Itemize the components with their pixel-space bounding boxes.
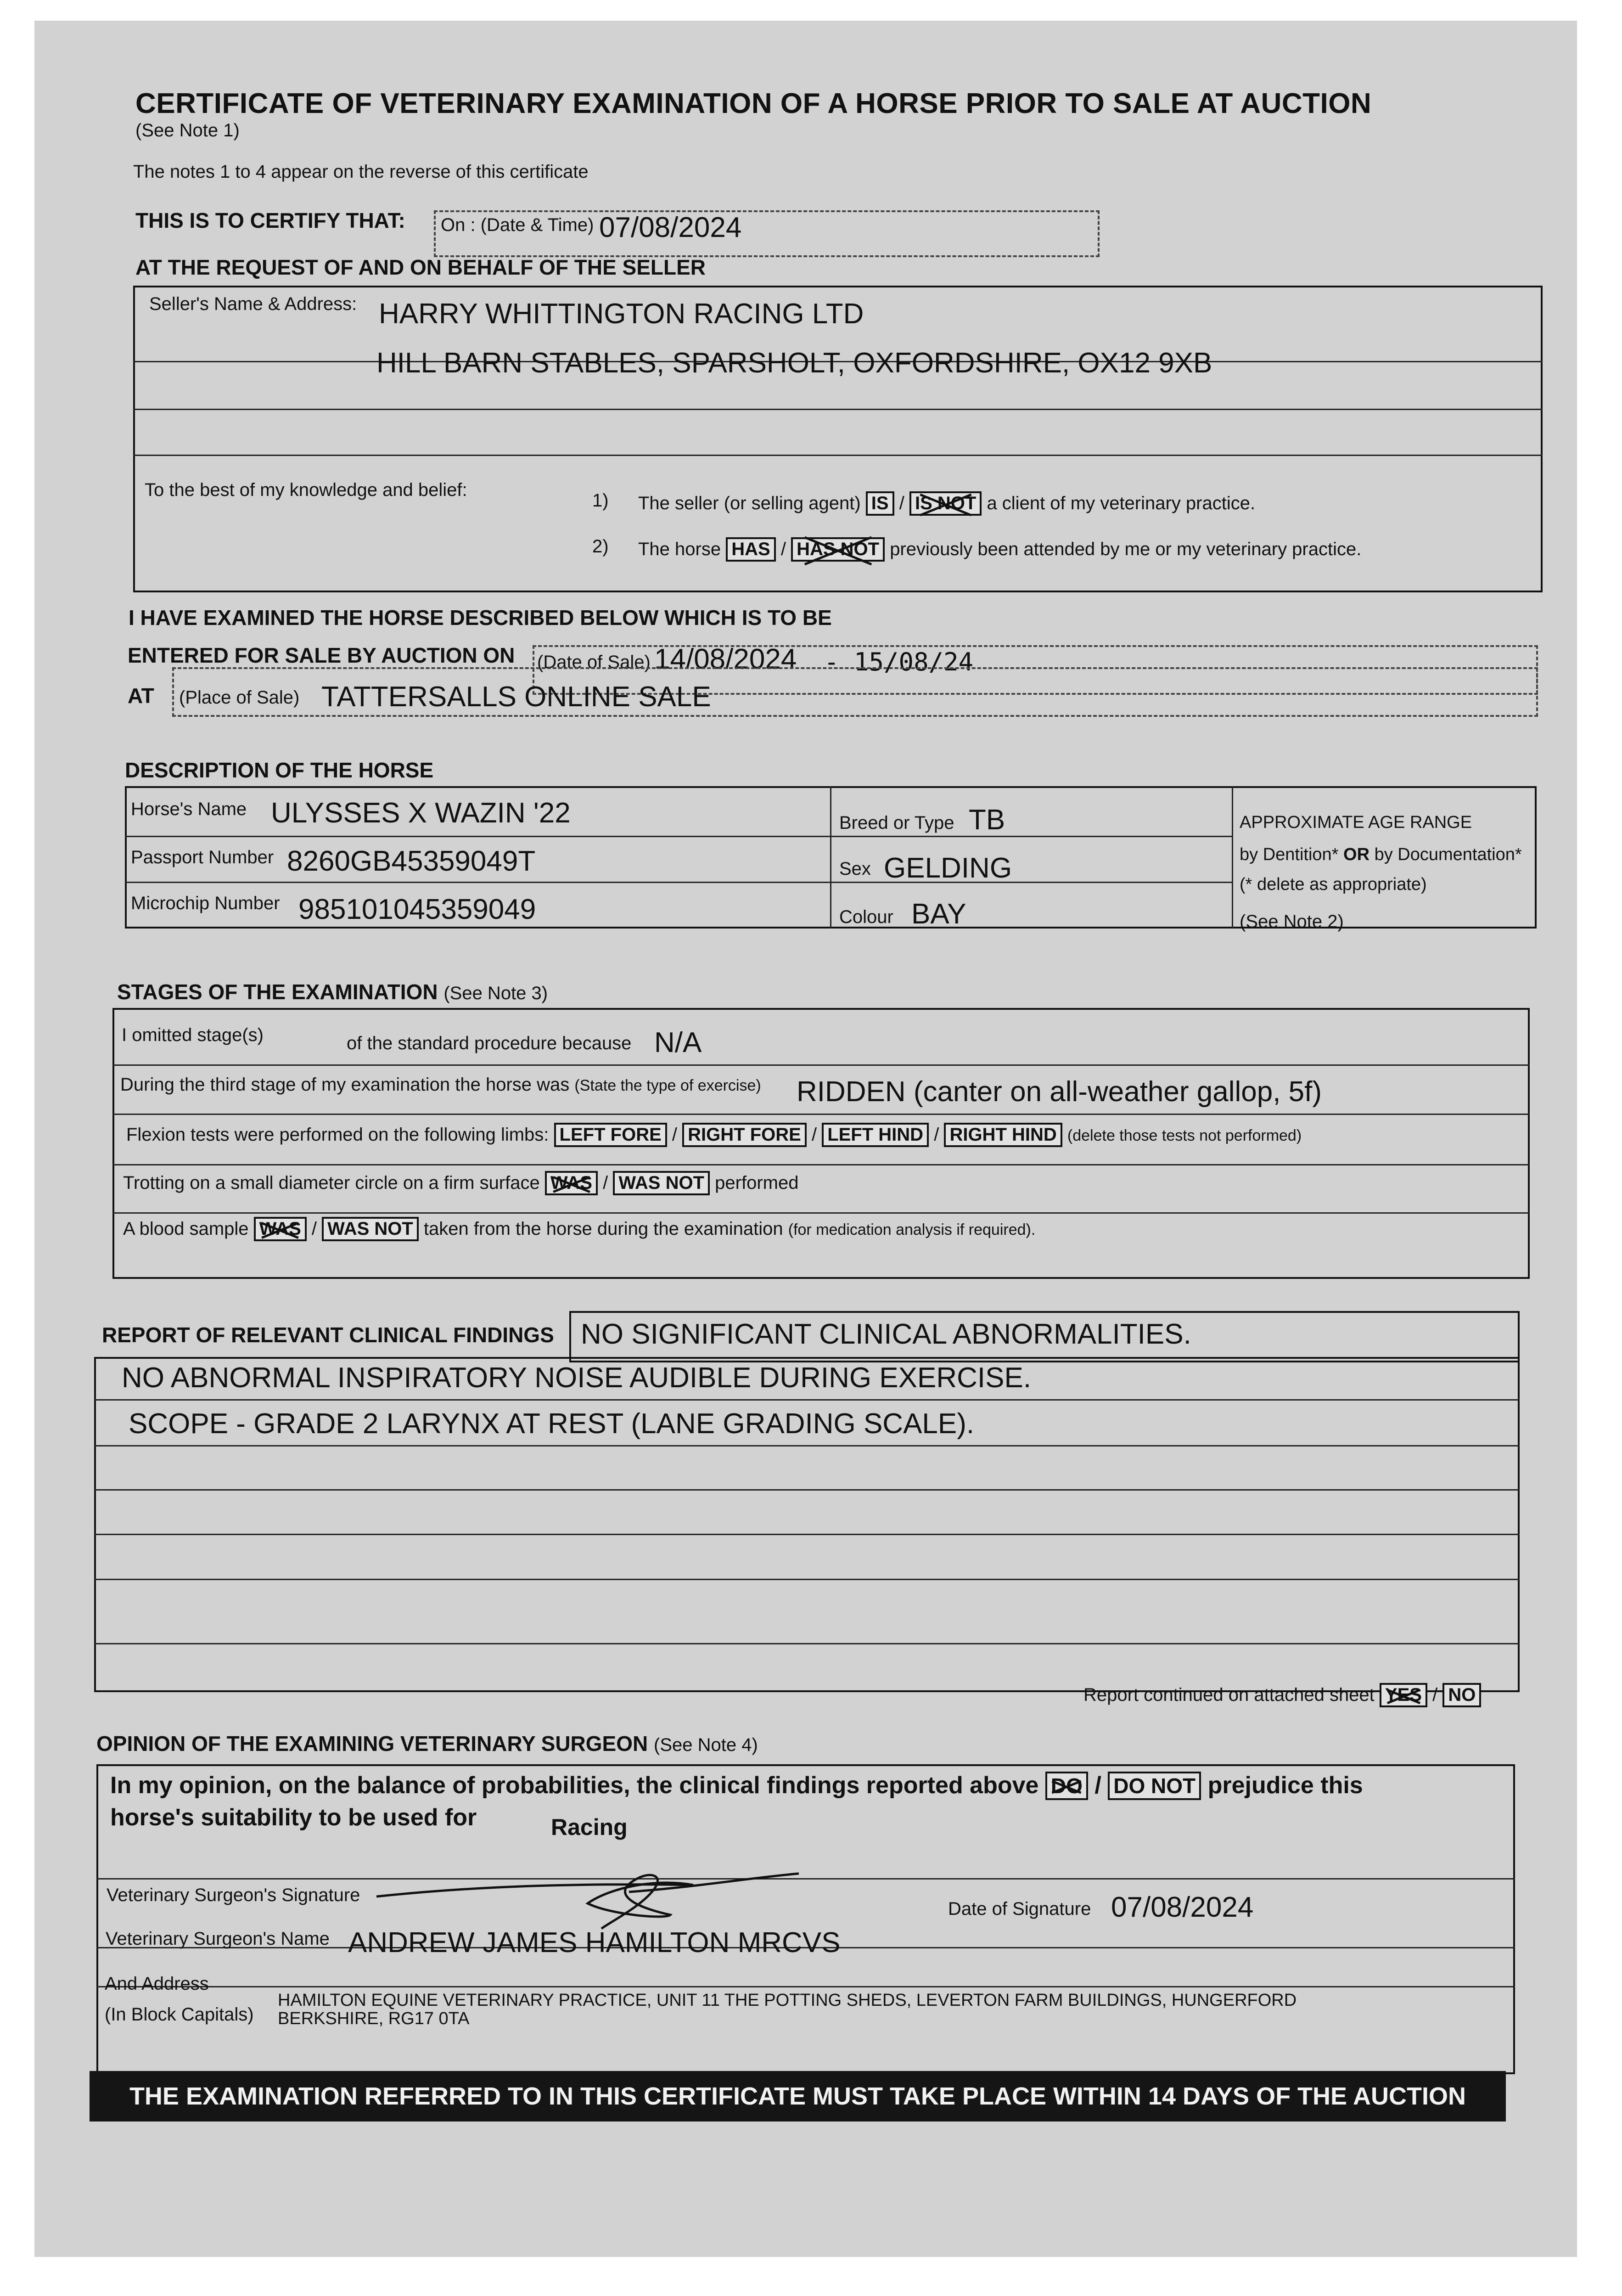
date-of-sale-label: (Date of Sale) <box>537 652 651 672</box>
blood-post: taken from the horse during the examination <box>423 1219 783 1239</box>
divider <box>94 1534 1520 1535</box>
description-section: DESCRIPTION OF THE HORSE <box>125 758 434 782</box>
flexion-right-hind[interactable]: RIGHT HIND <box>944 1123 1062 1147</box>
divider <box>133 455 1543 456</box>
colour-label: Colour <box>839 907 893 927</box>
item2-post: previously been attended by me or my veterinary practice. <box>890 539 1362 559</box>
flexion-left-hind[interactable]: LEFT HIND <box>822 1123 929 1147</box>
breed-label: Breed or Type <box>839 813 954 833</box>
seller-address: HILL BARN STABLES, SPARSHOLT, OXFORDSHIRE, OX12 9XB <box>376 347 1212 379</box>
examined-line: I HAVE EXAMINED THE HORSE DESCRIBED BELOW WHICH IS TO BE <box>129 606 832 630</box>
signature-date-label: Date of Signature <box>948 1899 1091 1919</box>
opinion-do-option[interactable]: DO <box>1045 1772 1088 1800</box>
slash: / <box>1432 1685 1438 1705</box>
vet-address-line-1: HAMILTON EQUINE VETERINARY PRACTICE, UNIT 11 THE POTTING SHEDS, LEVERTON FARM BUILDINGS, HUNGERFORD <box>278 1991 1297 2010</box>
sex-value: GELDING <box>884 852 1012 884</box>
microchip-value: 985101045359049 <box>298 894 536 925</box>
flexion-row <box>126 1123 1302 1147</box>
divider <box>94 1445 1520 1446</box>
horse-has-not-option[interactable]: HAS NOT <box>791 537 885 562</box>
slash: / <box>780 539 786 559</box>
seller-is-not-option[interactable]: IS NOT <box>909 491 982 516</box>
slash: / <box>934 1125 939 1145</box>
third-stage-row <box>120 1075 761 1095</box>
opinion-section-title: OPINION OF THE EXAMINING VETERINARY SURGEON <box>96 1732 648 1756</box>
divider <box>112 1114 1530 1115</box>
age-dentition-option[interactable]: by Dentition* <box>1240 845 1339 864</box>
sex-label: Sex <box>839 859 871 879</box>
passport-label: Passport Number <box>131 847 274 867</box>
at-label: AT <box>128 684 154 708</box>
divider <box>112 1064 1530 1066</box>
date-of-sale-extra: - 15/08/24 <box>824 647 974 676</box>
signature-date-value: 07/08/2024 <box>1111 1891 1254 1923</box>
age-delete-note: (* delete as appropriate) <box>1240 875 1427 894</box>
report-continued-label: Report continued on attached sheet <box>1083 1685 1375 1705</box>
opinion-do-not-option[interactable]: DO NOT <box>1108 1772 1201 1800</box>
divider <box>125 836 1232 837</box>
passport-value: 8260GB45359049T <box>287 845 536 877</box>
report-line-1: NO SIGNIFICANT CLINICAL ABNORMALITIES. <box>581 1318 1191 1350</box>
omitted-value: N/A <box>654 1027 702 1058</box>
flexion-label: Flexion tests were performed on the following limbs: <box>126 1125 549 1145</box>
horse-name-label: Horse's Name <box>131 799 247 819</box>
divider <box>112 1212 1530 1214</box>
trot-row <box>123 1171 798 1195</box>
opinion-text-1: In my opinion, on the balance of probabilities, the clinical findings reported above <box>110 1772 1039 1799</box>
blood-label: A blood sample <box>123 1219 249 1239</box>
divider <box>94 1643 1520 1644</box>
stages-section-title: STAGES OF THE EXAMINATION <box>117 980 438 1004</box>
third-stage-value: RIDDEN (canter on all-weather gallop, 5f) <box>797 1076 1322 1108</box>
omitted-label: I omitted stage(s) <box>122 1025 264 1045</box>
intended-use-value: Racing <box>551 1814 628 1840</box>
divider <box>125 882 1232 883</box>
divider <box>94 1399 1520 1401</box>
opinion-statement <box>110 1772 1363 1800</box>
age-or: OR <box>1343 845 1370 864</box>
flexion-note: (delete those tests not performed) <box>1067 1127 1302 1144</box>
breed-value: TB <box>969 804 1005 836</box>
trot-post: performed <box>715 1173 799 1193</box>
colour-value: BAY <box>911 898 966 930</box>
item2-row <box>638 537 1361 562</box>
flexion-right-fore[interactable]: RIGHT FORE <box>682 1123 807 1147</box>
age-title: APPROXIMATE AGE RANGE <box>1240 813 1472 832</box>
knowledge-label: To the best of my knowledge and belief: <box>145 480 467 500</box>
divider <box>94 1489 1520 1491</box>
slash: / <box>811 1125 817 1145</box>
signature-mark <box>372 1860 813 1933</box>
trot-label: Trotting on a small diameter circle on a firm surface <box>123 1173 540 1193</box>
report-continued-row <box>1083 1683 1481 1707</box>
vet-name-label: Veterinary Surgeon's Name <box>106 1929 330 1949</box>
slash: / <box>603 1173 608 1193</box>
report-line-2: NO ABNORMAL INSPIRATORY NOISE AUDIBLE DURING EXERCISE. <box>122 1362 1032 1394</box>
item2-pre: The horse <box>638 539 721 559</box>
blood-row <box>123 1217 1035 1241</box>
divider <box>133 409 1543 410</box>
continued-yes-option[interactable]: YES <box>1380 1683 1427 1707</box>
opinion-text-3: horse's suitability to be used for <box>110 1804 477 1831</box>
horse-name-value: ULYSSES X WAZIN '22 <box>271 797 571 829</box>
seller-name: HARRY WHITTINGTON RACING LTD <box>379 298 864 330</box>
opinion-section <box>96 1731 758 1756</box>
flexion-left-fore[interactable]: LEFT FORE <box>554 1123 667 1147</box>
item1-pre: The seller (or selling agent) <box>638 493 861 513</box>
divider <box>96 1986 1515 1987</box>
continued-no-option[interactable]: NO <box>1442 1683 1481 1707</box>
report-section: REPORT OF RELEVANT CLINICAL FINDINGS <box>102 1323 554 1347</box>
slash: / <box>1094 1772 1101 1799</box>
vet-address-line-2: BERKSHIRE, RG17 0TA <box>278 2009 470 2028</box>
seller-label: Seller's Name & Address: <box>149 294 357 314</box>
divider <box>1232 786 1233 929</box>
request-line: AT THE REQUEST OF AND ON BEHALF OF THE SELLER <box>135 255 706 279</box>
item1-post: a client of my veterinary practice. <box>987 493 1256 513</box>
blood-note: (for medication analysis if required). <box>788 1221 1036 1238</box>
omitted-mid: of the standard procedure because <box>347 1033 632 1053</box>
page-title: CERTIFICATE OF VETERINARY EXAMINATION OF A HORSE PRIOR TO SALE AT AUCTION <box>135 88 1372 119</box>
divider <box>112 1164 1530 1165</box>
slash: / <box>311 1219 317 1239</box>
report-line-3: SCOPE - GRADE 2 LARYNX AT REST (LANE GRADING SCALE). <box>129 1408 975 1440</box>
age-options <box>1240 845 1522 865</box>
age-documentation-option[interactable]: by Documentation* <box>1374 845 1522 864</box>
item1-num: 1) <box>592 490 609 511</box>
item1-row <box>638 491 1255 516</box>
third-stage-label: During the third stage of my examination the horse was <box>120 1075 570 1095</box>
microchip-label: Microchip Number <box>131 893 280 913</box>
blood-was-not-option[interactable]: WAS NOT <box>322 1217 419 1241</box>
item2-num: 2) <box>592 536 609 557</box>
divider <box>94 1579 1520 1580</box>
blood-was-option[interactable]: WAS <box>254 1217 307 1241</box>
opinion-section-note: (See Note 4) <box>654 1735 758 1755</box>
place-of-sale-value: TATTERSALLS ONLINE SALE <box>321 681 711 713</box>
opinion-text-2: prejudice this <box>1207 1772 1363 1799</box>
entered-label: ENTERED FOR SALE BY AUCTION ON <box>128 643 515 667</box>
address-label-2: (In Block Capitals) <box>105 2004 254 2025</box>
seller-is-option[interactable]: IS <box>866 491 894 516</box>
stages-section <box>117 979 548 1004</box>
vet-name-value: ANDREW JAMES HAMILTON MRCVS <box>348 1927 841 1958</box>
date-time-value: 07/08/2024 <box>599 212 742 243</box>
address-label-1: And Address <box>105 1974 209 1994</box>
trot-was-not-option[interactable]: WAS NOT <box>613 1171 710 1195</box>
slash: / <box>672 1125 678 1145</box>
horse-has-option[interactable]: HAS <box>726 537 775 562</box>
date-of-sale-value: 14/08/2024 <box>654 643 797 675</box>
notes-line: The notes 1 to 4 appear on the reverse of this certificate <box>133 162 589 182</box>
third-stage-note: (State the type of exercise) <box>574 1077 761 1094</box>
trot-was-option[interactable]: WAS <box>545 1171 598 1195</box>
divider <box>830 786 831 929</box>
place-of-sale-label: (Place of Sale) <box>179 687 300 708</box>
note-1-ref: (See Note 1) <box>135 120 240 141</box>
footer-banner: THE EXAMINATION REFERRED TO IN THIS CERTIFICATE MUST TAKE PLACE WITHIN 14 DAYS OF THE AUCTION <box>90 2071 1506 2122</box>
stages-section-note: (See Note 3) <box>443 983 548 1003</box>
date-time-label: On : (Date & Time) <box>441 215 594 235</box>
slash: / <box>899 493 904 513</box>
age-note-ref: (See Note 2) <box>1240 912 1344 932</box>
certify-label: THIS IS TO CERTIFY THAT: <box>135 208 405 232</box>
signature-label: Veterinary Surgeon's Signature <box>107 1885 360 1905</box>
